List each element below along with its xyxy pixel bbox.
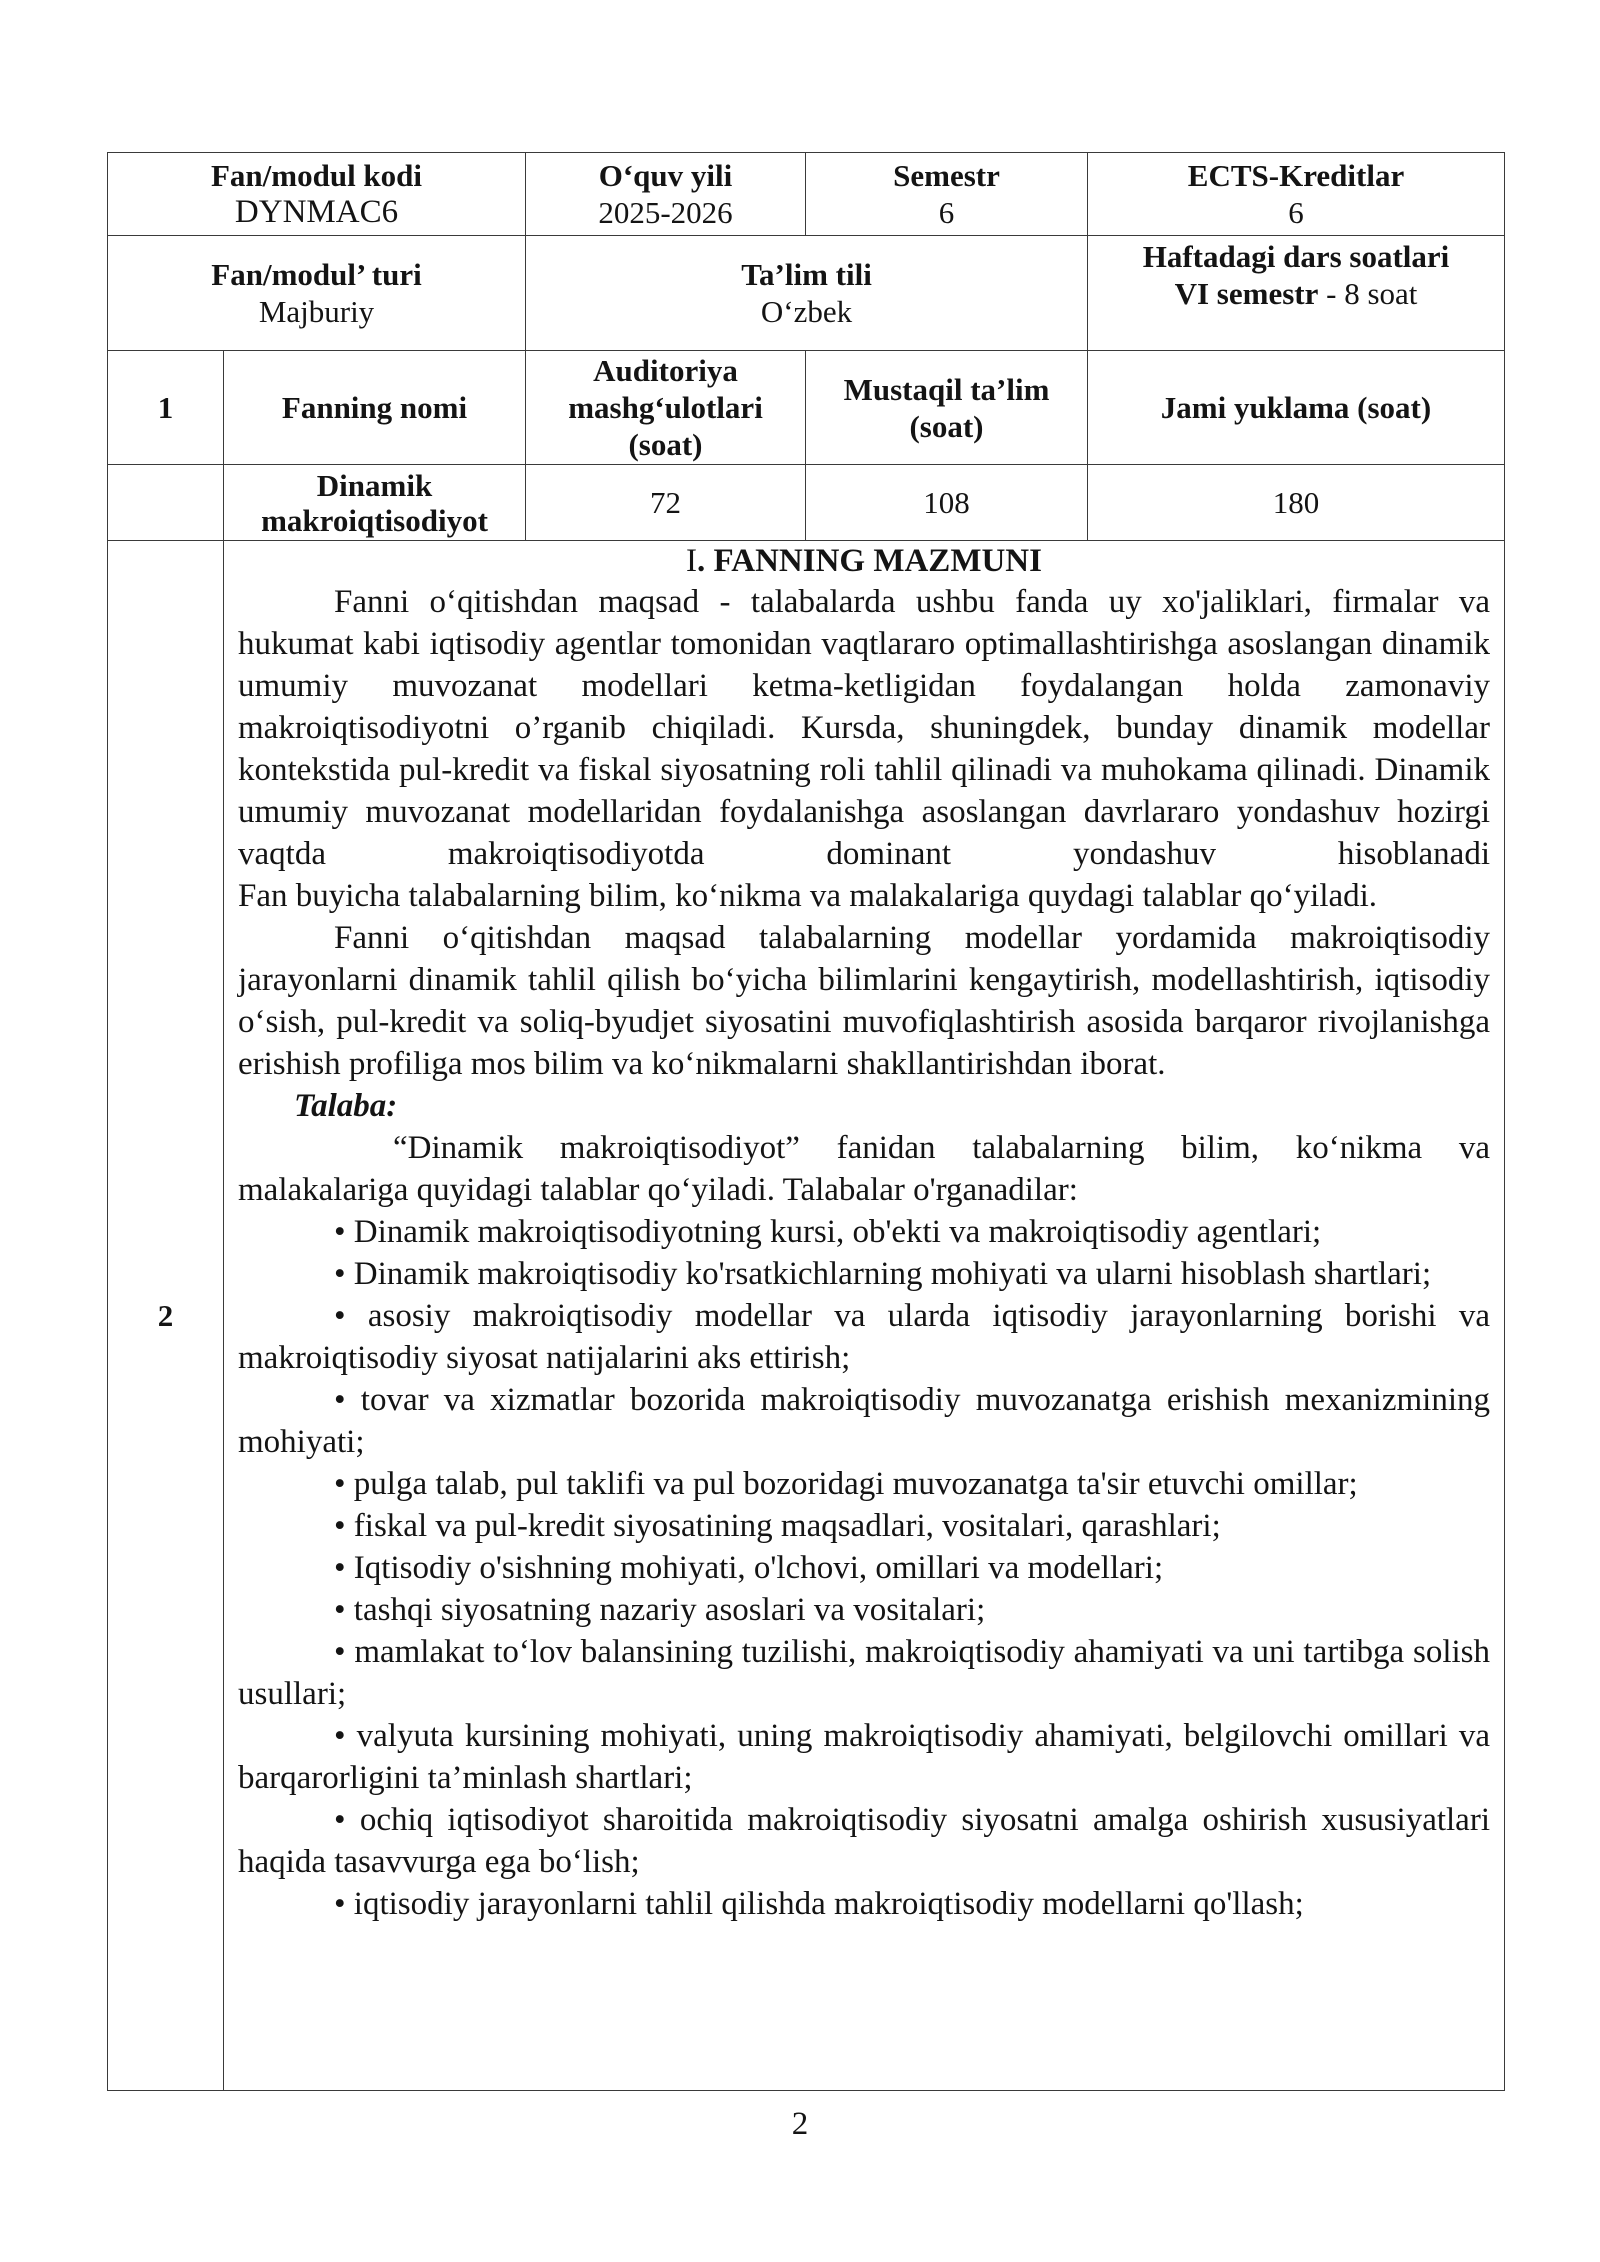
paragraph-student-requirements: “Dinamik makroiqtisodiyot” fanidan talabalarning bilim, ko‘nikma va malakalariga quyidagi talablar qo‘yiladi. Talabalar o'rganadilar:	[238, 1130, 1490, 1208]
module-type-cell	[108, 236, 526, 351]
student-heading: Talaba:	[294, 1088, 398, 1124]
semester-label: Semestr	[893, 158, 1000, 193]
header-row-1	[108, 153, 1505, 236]
total-load-header: Jami yuklama (soat)	[1088, 351, 1505, 465]
content-row	[108, 541, 1505, 2091]
ects-label: ECTS-Kreditlar	[1187, 158, 1405, 193]
auditorium-hours-value: 72	[526, 465, 806, 541]
bullet-item: • ochiq iqtisodiyot sharoitida makroiqtisodiy siyosatni amalga oshirish xususiyatlari haqida tasavvurga ega bo‘lish;	[238, 1802, 1490, 1880]
weekly-hours-label: Haftadagi dars soatlari	[1142, 239, 1450, 274]
academic-year-label: O‘quv yili	[598, 158, 733, 193]
section-title-prefix: I	[686, 543, 698, 579]
module-code-cell	[108, 153, 526, 236]
bullet-item: • Iqtisodiy o'sishning mohiyati, o'lchovi, omillari va modellari;	[334, 1550, 1164, 1586]
subject-values-row	[108, 465, 1505, 541]
bullet-item: • asosiy makroiqtisodiy modellar va ularda iqtisodiy jarayonlarning borishi va makroiqtisodiy siyosat natijalarini aks ettirish;	[238, 1298, 1490, 1376]
semester-cell	[806, 153, 1088, 236]
weekly-hours-semester: VI semestr	[1174, 276, 1319, 311]
subject-name-value: Dinamik makroiqtisodiyot	[224, 465, 526, 541]
ects-value: 6	[1288, 195, 1304, 230]
independent-study-value: 108	[806, 465, 1088, 541]
empty-number-cell	[108, 465, 224, 541]
language-label: Ta’lim tili	[741, 257, 872, 292]
paragraph-requirements-intro: Fan buyicha talabalarning bilim, ko‘nikma va malakalariga quydagi talablar qo‘yiladi.	[238, 878, 1378, 914]
subject-name-header: Fanning nomi	[224, 351, 526, 465]
paragraph-goal: Fanni o‘qitishdan maqsad talabalarning modellar yordamida makroiqtisodiy jarayonlarni dinamik tahlil qilish bo‘yicha bilimlarini kengaytirish, modellashtirish, iqtisodiy o‘sish, pul-kredit va soliq-byudjet siyosatini muvofiqlashtirish asosida barqaror rivojlanishga erishish profiliga mos bilim va ko‘nikmalarni shakllantirishdan iborat.	[238, 920, 1490, 1082]
auditorium-hours-header: Auditoriya mashg‘ulotlari (soat)	[526, 351, 806, 465]
bullet-item: • fiskal va pul-kredit siyosatining maqsadlari, vositalari, qarashlari;	[334, 1508, 1221, 1544]
semester-value: 6	[938, 195, 955, 230]
module-type-value: Majburiy	[258, 294, 375, 329]
row-number-1: 1	[108, 351, 224, 465]
academic-year-cell	[526, 153, 806, 236]
weekly-hours-cell	[1088, 236, 1505, 351]
bullet-item: • mamlakat to‘lov balansining tuzilishi, makroiqtisodiy ahamiyati va uni tartibga solish usullari;	[238, 1634, 1490, 1712]
header-row-2	[108, 236, 1505, 351]
section-title-text: . FANNING MAZMUNI	[697, 543, 1042, 579]
syllabus-table	[107, 152, 1505, 2091]
language-cell	[526, 236, 1088, 351]
page-number: 2	[791, 2106, 809, 2142]
row-number-2: 2	[108, 541, 224, 2091]
ects-cell	[1088, 153, 1505, 236]
content-cell	[224, 541, 1505, 2091]
bullet-item: • pulga talab, pul taklifi va pul bozoridagi muvozanatga ta'sir etuvchi omillar;	[334, 1466, 1358, 1502]
bullet-item: • Dinamik makroiqtisodiy ko'rsatkichlarning mohiyati va ularni hisoblash shartlari;	[334, 1256, 1432, 1292]
section-title	[238, 541, 1490, 581]
academic-year-value: 2025-2026	[598, 195, 733, 230]
module-code-value: DYNMAC6	[234, 194, 399, 230]
paragraph-purpose: Fanni o‘qitishdan maqsad - talabalarda ushbu fanda uy xo'jaliklari, firmalar va hukumat kabi iqtisodiy agentlar tomonidan vaqtlararo optimallashtirishga asoslangan dinamik umumiy muvozanat modellari ketma-ketligidan foydalangan holda zamonaviy makroiqtisodiyotni o’rganib chiqiladi. Kursda, shuningdek, bunday dinamik modellar kontekstida pul-kredit va fiskal siyosatning roli tahlil qilinadi va muhokama qilinadi. Dinamik umumiy muvozanat modellaridan foydalanishga asoslangan davrlararo yondashuv hozirgi vaqtda makroiqtisodiyotda dominant yondashuv hisoblanadi	[238, 584, 1490, 872]
bullet-item: • valyuta kursining mohiyati, uning makroiqtisodiy ahamiyati, belgilovchi omillari va barqarorligini ta’minlash shartlari;	[238, 1718, 1490, 1796]
weekly-hours-value: - 8 soat	[1318, 276, 1418, 311]
bullet-item: • tashqi siyosatning nazariy asoslari va vositalari;	[334, 1592, 986, 1628]
bullet-item: • iqtisodiy jarayonlarni tahlil qilishda makroiqtisodiy modellarni qo'llash;	[334, 1886, 1304, 1922]
bullet-item: • Dinamik makroiqtisodiyotning kursi, ob'ekti va makroiqtisodiy agentlari;	[334, 1214, 1322, 1250]
subject-header-row	[108, 351, 1505, 465]
total-load-value: 180	[1088, 465, 1505, 541]
bullet-item: • tovar va xizmatlar bozorida makroiqtisodiy muvozanatga erishish mexanizmining mohiyati;	[238, 1382, 1490, 1460]
module-code-label: Fan/modul kodi	[210, 158, 423, 193]
module-type-label: Fan/modul’ turi	[211, 257, 422, 292]
independent-study-header: Mustaqil ta’lim (soat)	[806, 351, 1088, 465]
language-value: O‘zbek	[760, 294, 853, 329]
